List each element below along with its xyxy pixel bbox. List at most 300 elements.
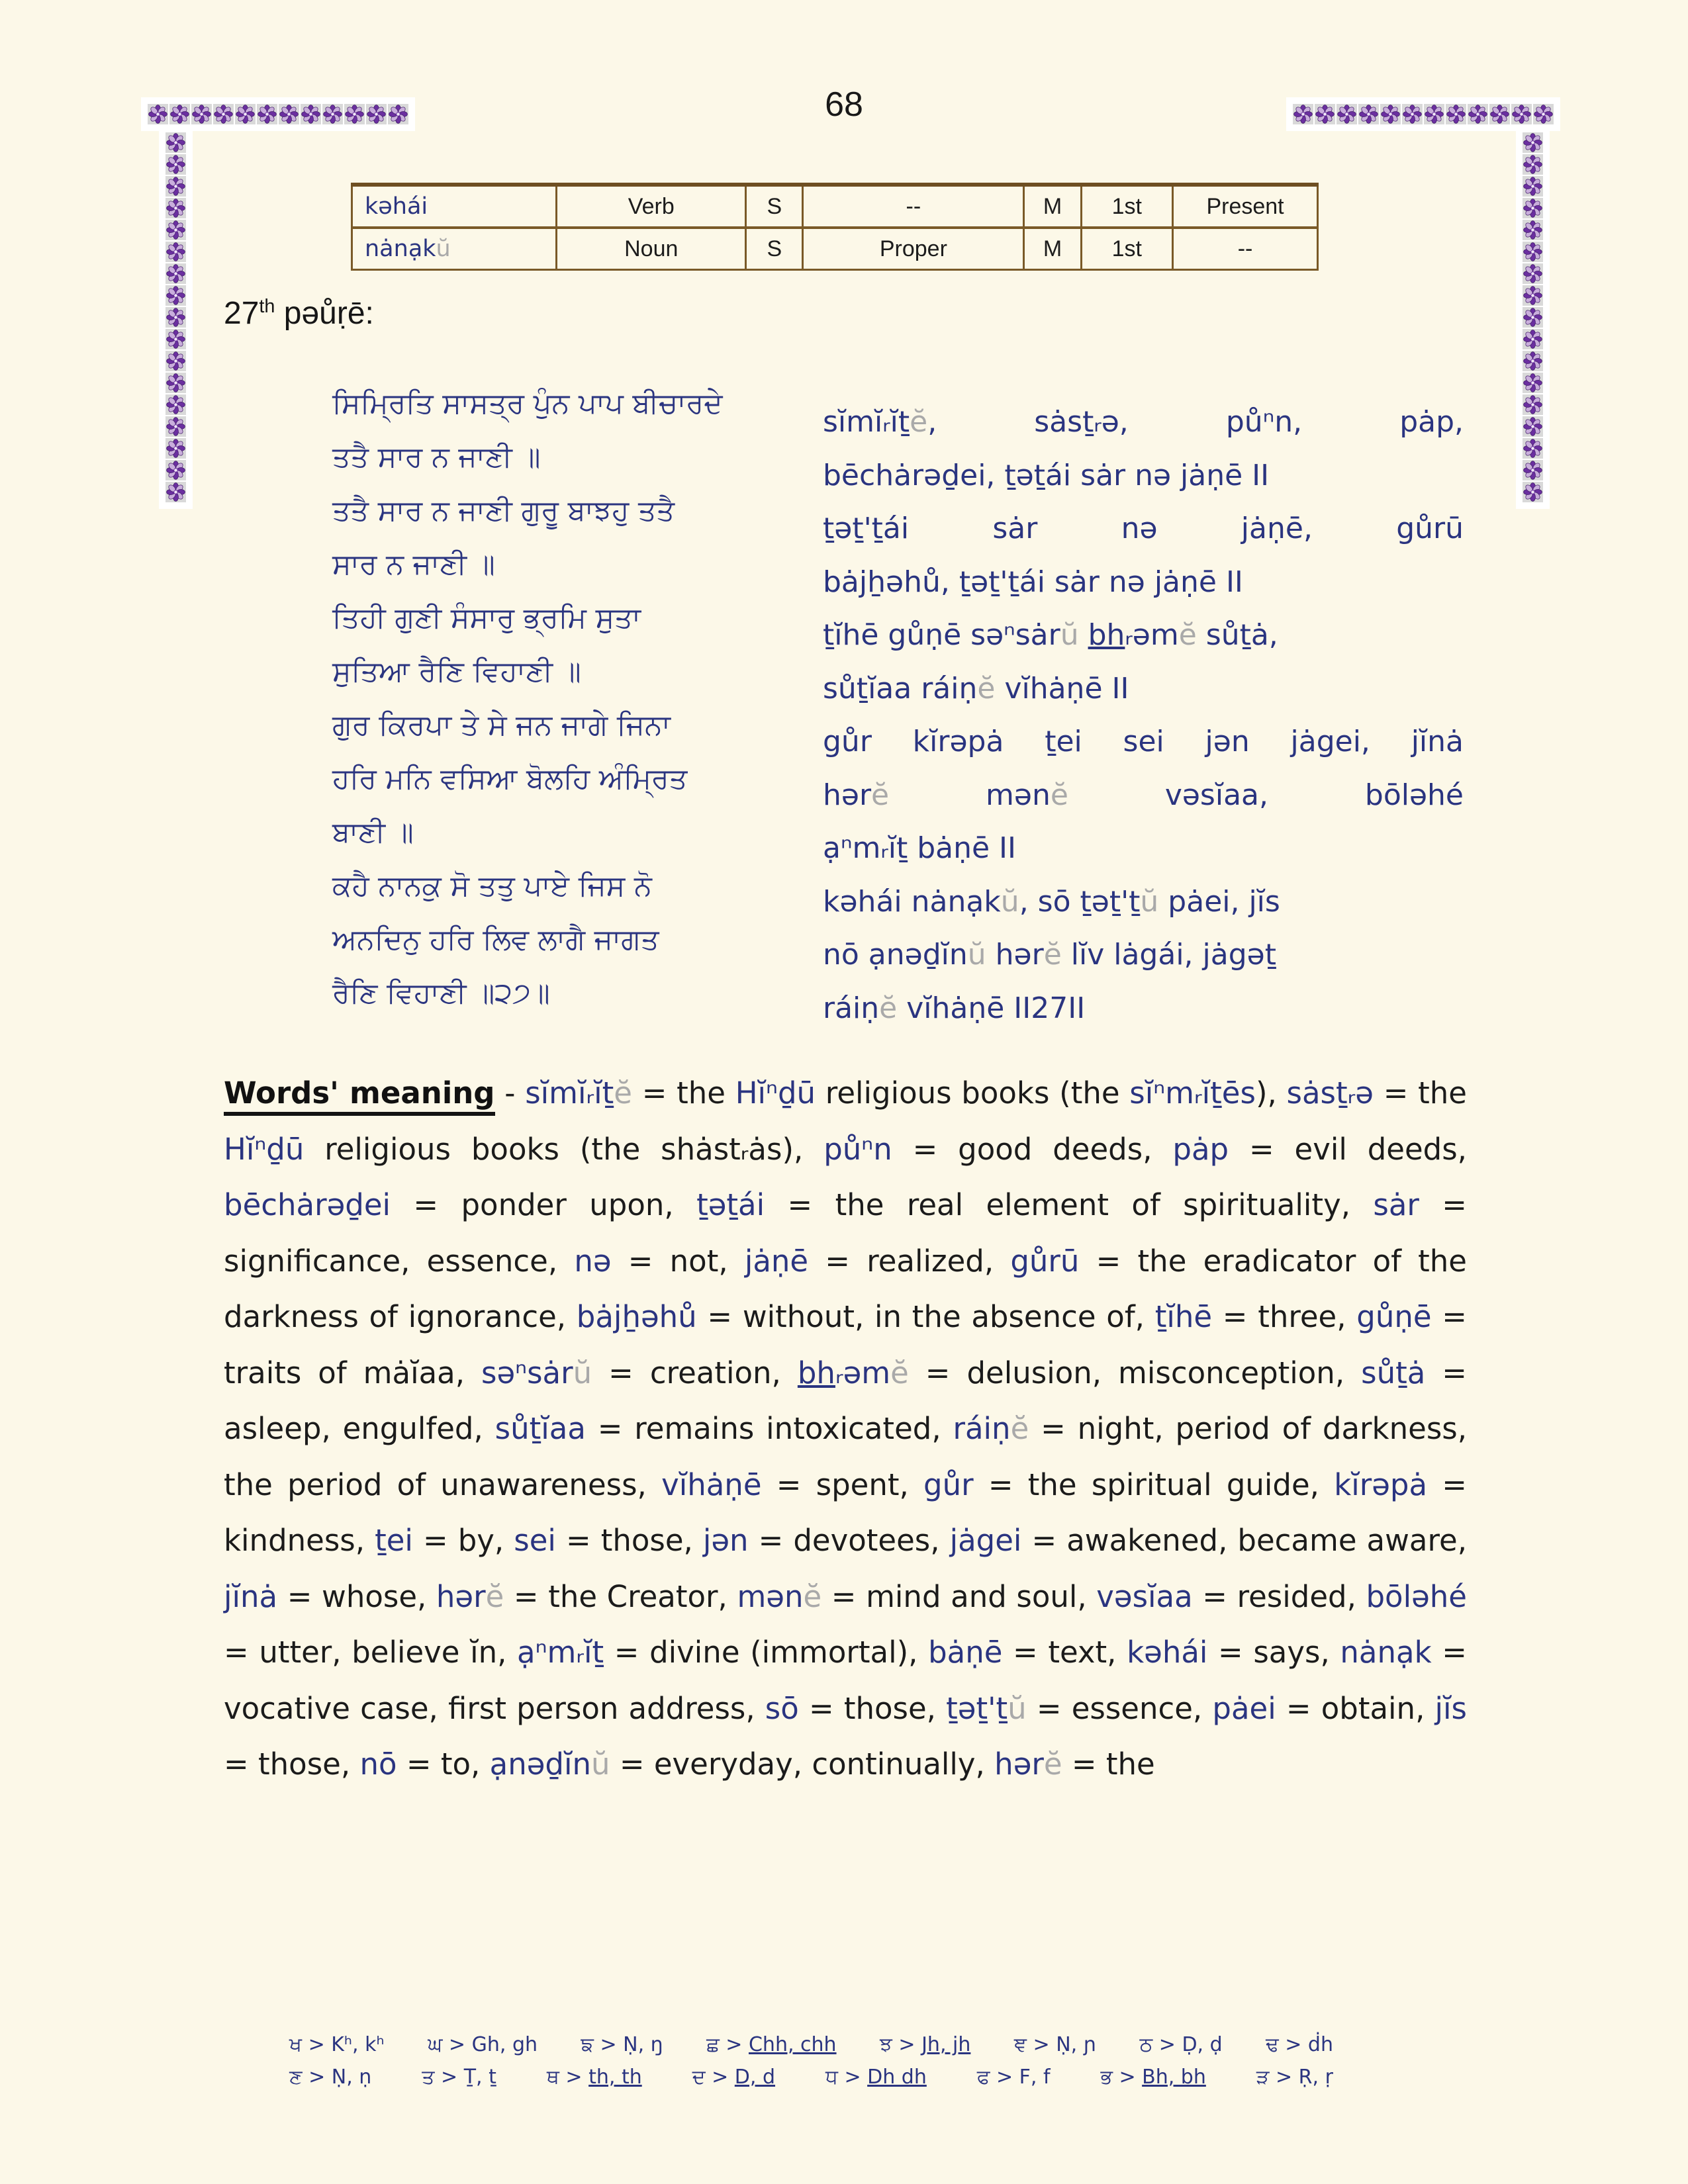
meaning-segment: = spent, [761, 1467, 924, 1502]
meaning-segment: ĕ [890, 1355, 909, 1390]
meaning-segment: ĕ [485, 1578, 504, 1614]
gurmukhi-line: ਕਹੈ ਨਾਨਕੁ ਸੋ ਤਤੁ ਪਾਏ ਜਿਸ ਨੋ [332, 870, 652, 903]
meaning-segment: sĭmĭᵣĭṯ [525, 1075, 614, 1111]
key-item [422, 2066, 496, 2089]
transliteration-column [823, 396, 1464, 1035]
gurmukhi-line: ਗੁਰ ਕਿਰਪਾ ਤੇ ਸੇ ਜਨ ਜਾਗੇ ਜਿਨਾ [332, 709, 671, 742]
flower-icon [165, 154, 186, 175]
words-meaning-heading: Words' meaning [224, 1075, 495, 1116]
key-item [1014, 2033, 1096, 2056]
meaning-segment: = resided, [1192, 1578, 1366, 1614]
gurmukhi-line: ਹਰਿ ਮਨਿ ਵਸਿਆ ਬੋਲਹਿ ਅੰਮ੍ਰਿਤ [332, 762, 688, 796]
flower-icon [1523, 220, 1543, 240]
flower-icon [165, 394, 186, 415]
transliteration-line [823, 449, 1464, 503]
meaning-segment: sůṯĭaa [494, 1411, 586, 1446]
transliteration-line [823, 982, 1464, 1036]
meaning-segment: = utter, believe ĭn, [224, 1635, 518, 1670]
type-cell: Proper [803, 228, 1024, 270]
flower-icon [1315, 104, 1335, 124]
flower-icon [165, 198, 186, 218]
meaning-segment: religious books (the shȧstᵣȧs), [304, 1131, 824, 1167]
key-item [1140, 2033, 1223, 2056]
flower-icon [148, 104, 168, 124]
meaning-segment: = the Creator, [504, 1578, 737, 1614]
meaning-segment: səⁿsȧr [481, 1355, 573, 1390]
key-item [289, 2033, 385, 2056]
meaning-segment: = everyday, continually, [610, 1747, 995, 1782]
gurmukhi-line: ਅਨਦਿਨੁ ਹਰਿ ਲਿਵ ਲਾਗੈ ਜਾਗਤ [332, 923, 659, 956]
word-cell: kəhái [352, 185, 557, 228]
flower-icon [322, 104, 343, 124]
flower-icon [1293, 104, 1313, 124]
gurmukhi-letter: ਠ [1139, 2033, 1153, 2056]
key-item [825, 2066, 927, 2089]
flower-icon [165, 373, 186, 393]
flower-icon [1523, 307, 1543, 328]
maps-to-symbol: > [719, 2033, 749, 2056]
maps-to-symbol: > [442, 2033, 472, 2056]
meaning-segment: = not, [611, 1243, 745, 1279]
text-segment: gůr kĭrəpȧ ṯei sei jən jȧgei, jĭnȧ [823, 725, 1464, 758]
flower-icon [1468, 104, 1488, 124]
gurmukhi-letter: ਭ [1100, 2066, 1113, 2089]
transliteration-line [823, 609, 1464, 662]
meaning-segment: gůr [923, 1467, 974, 1502]
latin-equivalent: Jh, jh [921, 2033, 971, 2056]
meaning-segment: pȧp [1172, 1131, 1229, 1167]
gurmukhi-letter: ਝ [879, 2033, 892, 2056]
meaning-segment: = divine (immortal), [604, 1635, 929, 1670]
meaning-segment: sei [514, 1523, 556, 1558]
text-segment: ạⁿmᵣĭṯ bȧṇē II [823, 831, 1016, 865]
words-meaning-paragraph [224, 1066, 1467, 1793]
meaning-segment: = those, [224, 1747, 360, 1782]
flower-icon [165, 460, 186, 480]
flower-icon [1523, 242, 1543, 262]
meaning-segment: mən [737, 1578, 804, 1614]
meaning-segment: = creation, [592, 1355, 798, 1390]
meaning-segment: = says, [1207, 1635, 1340, 1670]
latin-equivalent: Ṯ, ṯ [463, 2066, 496, 2089]
text-segment: ṯəṯ'ṯái sȧr nə jȧṇē, gůrū [823, 512, 1464, 545]
gurmukhi-letter: ੜ [1256, 2066, 1270, 2089]
latin-equivalent: Kʰ, kʰ [331, 2033, 385, 2056]
text-segment: ĕ [1043, 938, 1062, 972]
maps-to-symbol: > [1278, 2033, 1308, 2056]
number-cell: S [746, 228, 803, 270]
gurmukhi-line: ਸੁਤਿਆ ਰੈਣਿ ਵਿਹਾਣੀ ॥ [332, 655, 581, 688]
meaning-segment: - [494, 1075, 526, 1111]
meaning-segment: = to, [397, 1747, 490, 1782]
gender-cell: M [1024, 228, 1081, 270]
meaning-segment: = text, [1002, 1635, 1127, 1670]
section-heading [224, 295, 374, 332]
key-row [289, 2033, 1333, 2056]
meaning-segment: = devotees, [748, 1523, 950, 1558]
meaning-segment: = essence, [1026, 1690, 1213, 1726]
meaning-segment: sō [765, 1690, 799, 1726]
flower-icon [165, 242, 186, 262]
flower-icon [165, 307, 186, 328]
pauri-number: 27 [224, 296, 259, 331]
page-number: 68 [825, 85, 863, 124]
maps-to-symbol: > [990, 2066, 1019, 2089]
latin-equivalent: th, th [588, 2066, 642, 2089]
key-item [428, 2033, 538, 2056]
maps-to-symbol: > [1112, 2066, 1143, 2089]
text-segment: pȧei, jĭs [1158, 884, 1280, 919]
text-segment: kəhái nȧnạk [823, 884, 1001, 919]
gurmukhi-letter: ਦ [692, 2066, 706, 2089]
meaning-segment: ᵣəm [835, 1355, 891, 1390]
text-segment: lĭv lȧgái, jȧgəṯ [1061, 938, 1276, 972]
pos-cell: Verb [557, 185, 746, 228]
meaning-segment: bȧṇē [928, 1635, 1003, 1670]
flower-icon [1511, 104, 1532, 124]
gurmukhi-letter: ਞ [1013, 2033, 1027, 2056]
text-segment: , sō ṯəṯ'ṯ [1019, 884, 1141, 919]
latin-equivalent: F, f [1019, 2066, 1051, 2089]
text-segment: ŭ [1140, 884, 1159, 919]
flower-icon [213, 104, 234, 124]
meaning-segment: půⁿn [823, 1131, 892, 1167]
flower-icon [1523, 329, 1543, 349]
flower-icon [235, 104, 256, 124]
meaning-segment: pȧei [1212, 1690, 1276, 1726]
meaning-segment: gůrū [1010, 1243, 1080, 1279]
flower-icon [1446, 104, 1466, 124]
key-item [880, 2033, 970, 2056]
key-item [289, 2066, 371, 2089]
meaning-segment: = vocative case, first person address, [224, 1635, 1467, 1726]
flower-icon [257, 104, 277, 124]
key-item [581, 2033, 663, 2056]
text-segment: vəsĭaa, bōləhé [1068, 778, 1464, 812]
latin-equivalent: Ṛ, ṛ [1298, 2066, 1333, 2089]
meaning-segment: sĭⁿmᵣĭṯēs [1129, 1075, 1256, 1111]
meaning-segment: = significance, essence, [224, 1187, 1468, 1279]
text-segment: hər [823, 778, 872, 812]
transliteration-key [289, 2033, 1333, 2098]
transliteration-line [823, 502, 1464, 556]
meaning-segment: = night, period of darkness, the period of unawareness, [224, 1411, 1468, 1502]
meaning-segment: = asleep, engulfed, [224, 1355, 1468, 1446]
latin-equivalent: Ṇ, ṇ [331, 2066, 372, 2089]
transliteration-line [823, 876, 1464, 929]
transliteration-line [823, 929, 1464, 982]
text-segment: bh [1088, 618, 1125, 652]
flower-icon [1336, 104, 1357, 124]
meaning-segment: ạⁿmᵣĭṯ [517, 1635, 604, 1670]
gurmukhi-letter: ਤ [422, 2066, 435, 2089]
gurmukhi-letter: ਣ [289, 2066, 303, 2089]
flower-icon [165, 351, 186, 371]
meaning-segment: kĭrəpȧ [1334, 1467, 1428, 1502]
person-cell: 1st [1081, 185, 1173, 228]
latin-equivalent: ḋh [1307, 2033, 1333, 2056]
meaning-segment: = the [1062, 1747, 1155, 1782]
text-segment: ŭ [1060, 618, 1088, 652]
table-row [352, 185, 1318, 228]
pauri-label: pəůṛē: [275, 296, 374, 331]
meaning-segment: = the [632, 1075, 735, 1111]
flower-icon [1523, 154, 1543, 175]
flower-icon [366, 104, 387, 124]
maps-to-symbol: > [593, 2033, 624, 2056]
word-cell: nȧnạkŭ [352, 228, 557, 270]
meaning-segment: nə [574, 1243, 612, 1279]
key-item [977, 2066, 1051, 2089]
meaning-segment: = by, [412, 1523, 514, 1558]
gurmukhi-letter: ਛ [706, 2033, 720, 2056]
table-row [352, 228, 1318, 270]
flower-icon [1523, 438, 1543, 459]
maps-to-symbol: > [1269, 2066, 1299, 2089]
flower-icon [1523, 263, 1543, 284]
person-cell: 1st [1081, 228, 1173, 270]
flower-icon [1523, 460, 1543, 480]
meaning-segment: vĭhȧṇē [661, 1467, 762, 1502]
flower-icon [388, 104, 408, 124]
meaning-segment: gůṇē [1356, 1299, 1432, 1334]
meaning-segment: jȧṇē [744, 1243, 809, 1279]
meaning-segment: ạnəḏĭn [489, 1747, 591, 1782]
meaning-segment: ŭ [573, 1355, 592, 1390]
transliteration-line [823, 396, 1464, 449]
key-item [1256, 2066, 1333, 2089]
gurmukhi-line: ਤਤੈ ਸਾਰ ਨ ਜਾਣੀ ਗੁਰੂ ਬਾਝਹੁ ਤਤੈ [332, 494, 675, 527]
gurmukhi-letter: ਢ [1266, 2033, 1279, 2056]
text-segment: ráiṇ [823, 991, 880, 1025]
transliteration-line [823, 769, 1464, 823]
gurmukhi-letter: ਧ [825, 2066, 838, 2089]
meaning-segment: ĕ [1010, 1411, 1029, 1446]
meaning-segment: Hĭⁿḏū [224, 1131, 305, 1167]
flower-icon [165, 416, 186, 437]
meaning-segment: = mind and soul, [821, 1578, 1097, 1614]
transliteration-line [823, 822, 1464, 876]
flower-icon [165, 329, 186, 349]
text-segment: ŭ [967, 938, 986, 972]
latin-equivalent: Dh dh [867, 2066, 927, 2089]
meaning-segment: ṯĭhē [1154, 1299, 1213, 1334]
meaning-segment: ŭ [1008, 1690, 1027, 1726]
flower-icon [1523, 132, 1543, 153]
meaning-segment: = evil deeds, [1229, 1131, 1467, 1167]
flower-icon [1489, 104, 1510, 124]
maps-to-symbol: > [559, 2066, 589, 2089]
meaning-segment: jĭs [1434, 1690, 1467, 1726]
transliteration-line [823, 662, 1464, 716]
type-cell: -- [803, 185, 1024, 228]
latin-equivalent: Ṇ, ɲ [1056, 2033, 1097, 2056]
meaning-segment: sȧr [1373, 1187, 1419, 1222]
key-row [289, 2066, 1333, 2089]
meaning-segment: hər [994, 1747, 1044, 1782]
text-segment: vĭhȧṇē II27II [897, 991, 1086, 1025]
meaning-segment: = whose, [277, 1578, 436, 1614]
meaning-segment: ŭ [591, 1747, 610, 1782]
meaning-segment: = the real element of spirituality, [765, 1187, 1374, 1222]
gurmukhi-line: ਰੈਣਿ ਵਿਹਾਣੀ ॥੨੭॥ [332, 977, 550, 1010]
flower-icon [165, 132, 186, 153]
maps-to-symbol: > [705, 2066, 735, 2089]
flower-icon [1523, 482, 1543, 502]
meaning-segment: ĕ [803, 1578, 822, 1614]
flower-icon [165, 220, 186, 240]
latin-equivalent: Ḍ, ḍ [1182, 2033, 1223, 2056]
flower-icon [1523, 373, 1543, 393]
gurmukhi-letter: ਖ [289, 2033, 303, 2056]
gurmukhi-line: ਸਾਰ ਨ ਜਾਣੀ ॥ [332, 548, 495, 581]
ordinal-suffix: th [259, 296, 275, 317]
text-segment: , sȧsṯᵣə, půⁿn, pȧp, [927, 405, 1464, 439]
key-item [706, 2033, 836, 2056]
text-segment: sůṯĭaa ráiṇ [823, 671, 978, 705]
key-item [692, 2066, 775, 2089]
text-segment: ĕ [1178, 618, 1197, 652]
pos-cell: Noun [557, 228, 746, 270]
meaning-segment: = the eradicator of the darkness of ignorance, [224, 1243, 1467, 1334]
transliteration-line [823, 715, 1464, 769]
meaning-segment: bȧjẖəhů [576, 1299, 697, 1334]
meaning-segment: jĭnȧ [224, 1578, 278, 1614]
gurmukhi-letter: ਘ [428, 2033, 443, 2056]
number-cell: S [746, 185, 803, 228]
text-segment: ĕ [871, 778, 890, 812]
meaning-segment: = remains intoxicated, [585, 1411, 953, 1446]
flower-icon [1523, 416, 1543, 437]
tense-cell: -- [1173, 228, 1318, 270]
flower-icon [1523, 351, 1543, 371]
maps-to-symbol: > [302, 2066, 332, 2089]
text-segment: ĕ [879, 991, 898, 1025]
meaning-segment: ráiṇ [953, 1411, 1011, 1446]
maps-to-symbol: > [302, 2033, 332, 2056]
flower-icon [279, 104, 299, 124]
text-segment: ᵣəm [1125, 618, 1179, 652]
meaning-segment: = ponder upon, [391, 1187, 697, 1222]
text-segment: sĭmĭᵣĭṯ [823, 405, 910, 439]
flower-icon [344, 104, 365, 124]
flower-icon [1424, 104, 1444, 124]
flower-icon [1523, 285, 1543, 306]
text-segment: bȧjẖəhů, ṯəṯ'ṯái sȧr nə jȧṇē II [823, 565, 1243, 599]
gurmukhi-letter: ਙ [581, 2033, 594, 2056]
gurmukhi-letter: ਥ [546, 2066, 559, 2089]
meaning-segment: Hĭⁿḏū [735, 1075, 816, 1111]
meaning-segment: kəhái [1127, 1635, 1208, 1670]
meaning-segment: ṯəṯái [696, 1187, 765, 1222]
latin-equivalent: Chh, chh [748, 2033, 837, 2056]
meaning-segment: sȧsṯᵣə [1286, 1075, 1374, 1111]
key-item [1266, 2033, 1333, 2056]
text-segment: ĕ [977, 671, 996, 705]
flower-icon [191, 104, 212, 124]
meaning-segment: jən [702, 1523, 749, 1558]
meaning-segment: bh [797, 1355, 835, 1390]
latin-equivalent: Gh, gh [471, 2033, 538, 2056]
flower-icon [301, 104, 321, 124]
meaning-segment: = good deeds, [892, 1131, 1173, 1167]
flower-icon [165, 176, 186, 197]
tense-cell: Present [1173, 185, 1318, 228]
flower-icon [165, 482, 186, 502]
meaning-segment: = realized, [808, 1243, 1011, 1279]
gurmukhi-column [332, 377, 819, 1021]
flower-icon [169, 104, 190, 124]
text-segment: ṯĭhē gůṇē səⁿsȧr [823, 618, 1060, 652]
text-segment: hər [986, 938, 1044, 972]
gurmukhi-line: ਬਾਣੀ ॥ [332, 816, 414, 849]
latin-equivalent: Ṇ, ŋ [623, 2033, 663, 2056]
meaning-segment: bōləhé [1366, 1578, 1467, 1614]
text-segment: ĕ [910, 405, 928, 439]
flower-icon [165, 438, 186, 459]
gurmukhi-line: ਤਤੈ ਸਾਰ ਨ ਜਾਣੀ ॥ [332, 441, 541, 474]
text-segment: mən [889, 778, 1051, 812]
meaning-segment: ), [1255, 1075, 1287, 1111]
maps-to-symbol: > [837, 2066, 868, 2089]
flower-icon [1358, 104, 1379, 124]
latin-equivalent: Bh, bh [1142, 2066, 1206, 2089]
meaning-segment: vəsĭaa [1096, 1578, 1193, 1614]
flower-border-left [159, 126, 193, 509]
meaning-segment: jȧgei [949, 1523, 1022, 1558]
flower-icon [1380, 104, 1401, 124]
gurmukhi-line: ਸਿਮ੍ਰਿਤਿ ਸਾਸਤ੍ਰ ਪੁੰਨ ਪਾਪ ਬੀਚਾਰਦੇ [332, 387, 723, 420]
flower-icon [165, 285, 186, 306]
meaning-segment: nȧnạk [1340, 1635, 1432, 1670]
text-segment: bēchȧrəḏei, ṯəṯái sȧr nə jȧṇē II [823, 458, 1270, 492]
meaning-segment: = delusion, misconception, [908, 1355, 1362, 1390]
gurmukhi-line: ਤਿਹੀ ਗੁਣੀ ਸੰਸਾਰੁ ਭ੍ਰਮਿ ਸੁਤਾ [332, 602, 641, 635]
meaning-segment: = those, [555, 1523, 703, 1558]
latin-equivalent: D, d [734, 2066, 776, 2089]
transliteration-line [823, 556, 1464, 610]
text-segment: ĕ [1050, 778, 1068, 812]
flower-icon [165, 263, 186, 284]
text-segment: ŭ [1000, 884, 1019, 919]
meaning-segment: ṯei [375, 1523, 413, 1558]
meaning-segment: ĕ [614, 1075, 632, 1111]
meaning-segment: = obtain, [1276, 1690, 1435, 1726]
flower-icon [1533, 104, 1554, 124]
text-segment: nō ạnəḏĭn [823, 938, 968, 972]
flower-icon [1523, 394, 1543, 415]
meaning-segment: ṯəṯ'ṯ [946, 1690, 1008, 1726]
flower-border-right [1516, 126, 1550, 509]
maps-to-symbol: > [1026, 2033, 1056, 2056]
text-segment: sůṯȧ, [1196, 618, 1278, 652]
meaning-segment: nō [359, 1747, 397, 1782]
text-segment: vĭhȧṇē II [995, 671, 1129, 705]
gender-cell: M [1024, 185, 1081, 228]
maps-to-symbol: > [434, 2066, 464, 2089]
meaning-segment: ĕ [1043, 1747, 1062, 1782]
flower-icon [1523, 198, 1543, 218]
meaning-segment: = kindness, [224, 1467, 1468, 1558]
meaning-segment: sůṯȧ [1361, 1355, 1426, 1390]
meaning-segment: religious books (the [816, 1075, 1130, 1111]
meaning-segment: hər [436, 1578, 486, 1614]
gurmukhi-letter: ਫ [976, 2066, 990, 2089]
meaning-segment: = the [1373, 1075, 1467, 1111]
flower-icon [1523, 176, 1543, 197]
key-item [547, 2066, 642, 2089]
meaning-segment: = without, in the absence of, [696, 1299, 1155, 1334]
